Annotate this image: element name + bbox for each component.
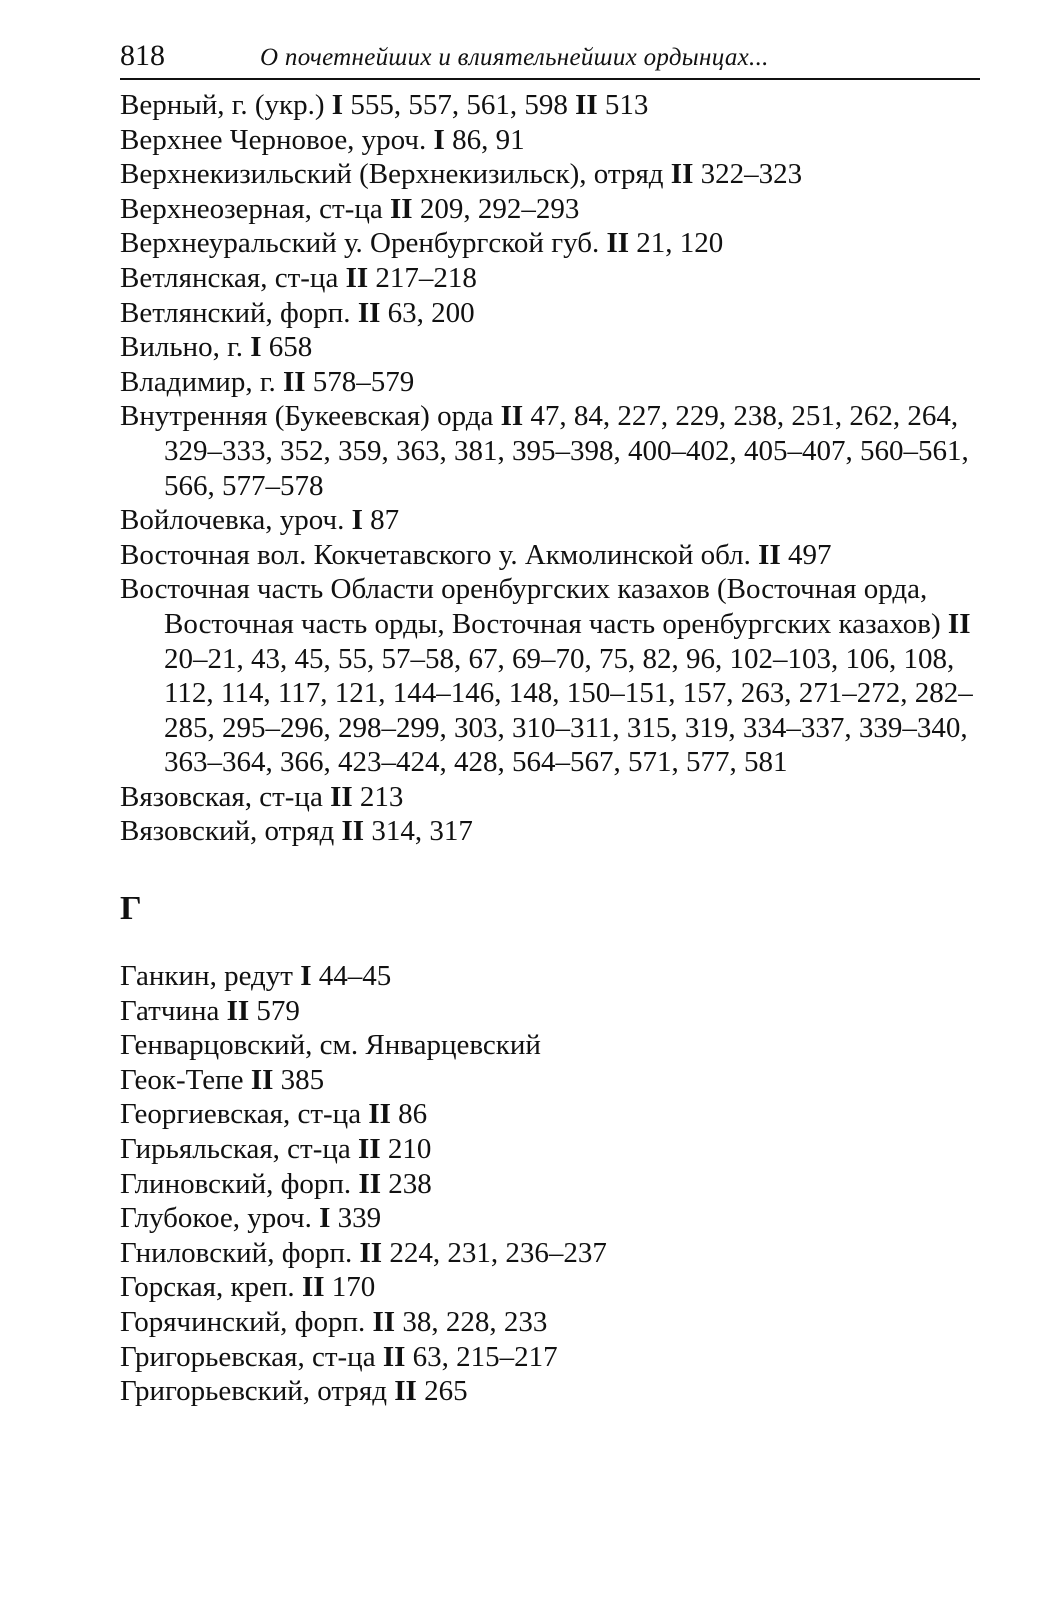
- index-entry: [120, 226, 990, 261]
- index-entry: [120, 330, 990, 365]
- entry-term: Геок-Тепе: [120, 1063, 244, 1096]
- entry-term: Вильно, г.: [120, 331, 243, 364]
- volume-marker: II: [358, 1167, 382, 1200]
- page-references: 224, 231, 236–237: [389, 1236, 607, 1269]
- entry-term: Гатчина: [120, 994, 220, 1027]
- entry-term: Внутренняя (Букеевская) орда: [120, 400, 494, 433]
- page-references: 86, 91: [452, 123, 525, 156]
- index-entry: [120, 157, 990, 192]
- index-section-g: [120, 959, 990, 1409]
- volume-marker: I: [250, 331, 262, 364]
- page-references: 314, 317: [371, 815, 473, 848]
- volume-marker: II: [301, 1271, 325, 1304]
- index-entry: [120, 1097, 990, 1132]
- index-entry: [120, 192, 990, 227]
- entry-term: Ветлянский, форп.: [120, 296, 351, 329]
- volume-marker: II: [358, 1133, 381, 1166]
- volume-marker: II: [226, 994, 250, 1027]
- entry-term: Вязовская, ст-ца: [120, 780, 323, 813]
- volume-marker: II: [345, 261, 369, 294]
- page-references: 513: [604, 89, 649, 121]
- page-references: 497: [787, 538, 832, 571]
- index-section-v: [120, 88, 990, 849]
- entry-term: Верхнеуральский у. Оренбургской губ.: [120, 227, 600, 260]
- index-entry: [120, 814, 990, 849]
- page-references: 20–21, 43, 45, 55, 57–58, 67, 69–70, 75, 82, 96, 102–103, 106, 108, 112, 114, 117, 121, 144–146, 148, 150–151, 157, 263, 271–272, 282–285, 295–296, 298–299, 303, 310–311, 315, 319, 334–337, 339–340, 363–364, 366, 423–424, 428, 564–567, 571, 577, 581: [164, 642, 973, 779]
- page-references: 170: [331, 1271, 376, 1304]
- page-references: 21, 120: [636, 227, 724, 260]
- section-letter-g: Г: [120, 890, 142, 928]
- index-body: [120, 88, 990, 1409]
- volume-marker: II: [670, 158, 694, 191]
- running-head: [120, 34, 980, 80]
- entry-term: Верхнекизильский (Верхнекизильск), отряд: [120, 158, 664, 191]
- page-references: 44–45: [318, 960, 392, 993]
- page-references: 217–218: [375, 261, 477, 294]
- volume-marker: II: [359, 1236, 383, 1269]
- index-entry: [120, 261, 990, 296]
- page-references: 209, 292–293: [419, 192, 580, 225]
- volume-marker: I: [331, 89, 344, 121]
- index-entry: [120, 296, 990, 331]
- entry-term: Ганкин, редут: [120, 960, 293, 993]
- volume-marker: I: [433, 123, 445, 156]
- entry-term: Ветлянская, ст-ца: [120, 261, 339, 294]
- volume-marker: II: [606, 227, 630, 260]
- running-title: О почетнейших и влиятельнейших ордынцах...: [260, 44, 769, 71]
- page-references: 87: [370, 504, 400, 537]
- entry-term: Восточная вол. Кокчетавского у. Акмолинской обл.: [120, 538, 751, 571]
- volume-marker: II: [394, 1375, 417, 1408]
- page-references: 339: [337, 1202, 382, 1235]
- volume-marker: II: [947, 607, 971, 640]
- index-entry: [120, 538, 990, 573]
- entry-term: Войлочевка, уроч.: [120, 504, 345, 537]
- index-entry: [120, 994, 990, 1029]
- index-entry: [120, 399, 990, 503]
- page-references: 385: [280, 1063, 325, 1096]
- page-number: 818: [120, 39, 165, 72]
- entry-term: Глиновский, форп.: [120, 1167, 352, 1200]
- index-entry: [120, 1236, 990, 1271]
- index-entry: [120, 1063, 990, 1098]
- volume-marker: II: [330, 780, 353, 813]
- entry-term: Верный, г. (укр.): [120, 89, 325, 121]
- volume-marker: II: [500, 400, 524, 433]
- entry-term: Восточная часть Области оренбургских казахов (Восточная орда, Восточная часть орды, Восточная часть оренбургских казахов): [120, 573, 941, 640]
- entry-term: Григорьевский, отряд: [120, 1375, 387, 1408]
- entry-term: Гниловский, форп.: [120, 1236, 353, 1269]
- page-references: 238: [388, 1167, 432, 1200]
- index-entry: [120, 1132, 990, 1167]
- page-references: 578–579: [312, 365, 415, 398]
- page-references: 63, 200: [387, 296, 475, 329]
- volume-marker: II: [575, 89, 598, 121]
- index-entry: [120, 1305, 990, 1340]
- entry-term: Верхнеозерная, ст-ца: [120, 192, 383, 225]
- index-entry: [120, 780, 990, 815]
- volume-marker: I: [300, 960, 312, 993]
- page-references: 86: [398, 1098, 428, 1131]
- page-references: 579: [256, 994, 300, 1027]
- entry-term: Гирьяльская, ст-ца: [120, 1133, 351, 1166]
- index-entry: [120, 503, 990, 538]
- page-references: 265: [424, 1375, 468, 1408]
- entry-term: Горячинский, форп.: [120, 1306, 366, 1338]
- entry-term: Глубокое, уроч.: [120, 1202, 312, 1235]
- volume-marker: II: [341, 815, 365, 848]
- index-entry: [120, 1374, 990, 1409]
- page-references: 322–323: [700, 158, 803, 191]
- entry-term: Григорьевская, ст-ца: [120, 1340, 376, 1373]
- index-entry: [120, 1028, 990, 1063]
- index-entry: [120, 88, 990, 123]
- volume-marker: II: [357, 296, 381, 329]
- index-entry: [120, 572, 990, 780]
- page-references: 210: [387, 1133, 432, 1166]
- volume-marker: II: [372, 1306, 396, 1338]
- page-references: 38, 228, 233: [402, 1306, 548, 1338]
- volume-marker: I: [351, 504, 363, 537]
- volume-marker: II: [368, 1098, 391, 1131]
- index-entry: [120, 1167, 990, 1202]
- volume-marker: II: [390, 192, 413, 225]
- index-entry: [120, 1340, 990, 1375]
- entry-term: Георгиевская, ст-ца: [120, 1098, 362, 1131]
- index-entry: [120, 1270, 990, 1305]
- volume-marker: I: [319, 1202, 331, 1235]
- entry-term: Верхнее Черновое, уроч.: [120, 123, 427, 156]
- page-references: 63, 215–217: [412, 1340, 558, 1373]
- index-entry: [120, 365, 990, 400]
- volume-marker: II: [282, 365, 306, 398]
- entry-term: Генварцовский, см. Январцевский: [120, 1029, 541, 1062]
- entry-term: Горская, креп.: [120, 1271, 295, 1304]
- entry-term: Владимир, г.: [120, 365, 276, 398]
- entry-term: Вязовский, отряд: [120, 815, 335, 848]
- page-references: 658: [268, 331, 313, 364]
- page-references: 213: [359, 780, 404, 813]
- page-references: 47, 84, 227, 229, 238, 251, 262, 264, 329–333, 352, 359, 363, 381, 395–398, 400–402, 405–407, 560–561, 566, 577–578: [164, 400, 969, 502]
- volume-marker: II: [758, 538, 781, 571]
- index-entry: [120, 959, 990, 994]
- volume-marker: II: [250, 1063, 274, 1096]
- index-entry: [120, 123, 990, 158]
- page-references: 555, 557, 561, 598: [350, 89, 568, 121]
- volume-marker: II: [382, 1340, 406, 1373]
- index-entry: [120, 1201, 990, 1236]
